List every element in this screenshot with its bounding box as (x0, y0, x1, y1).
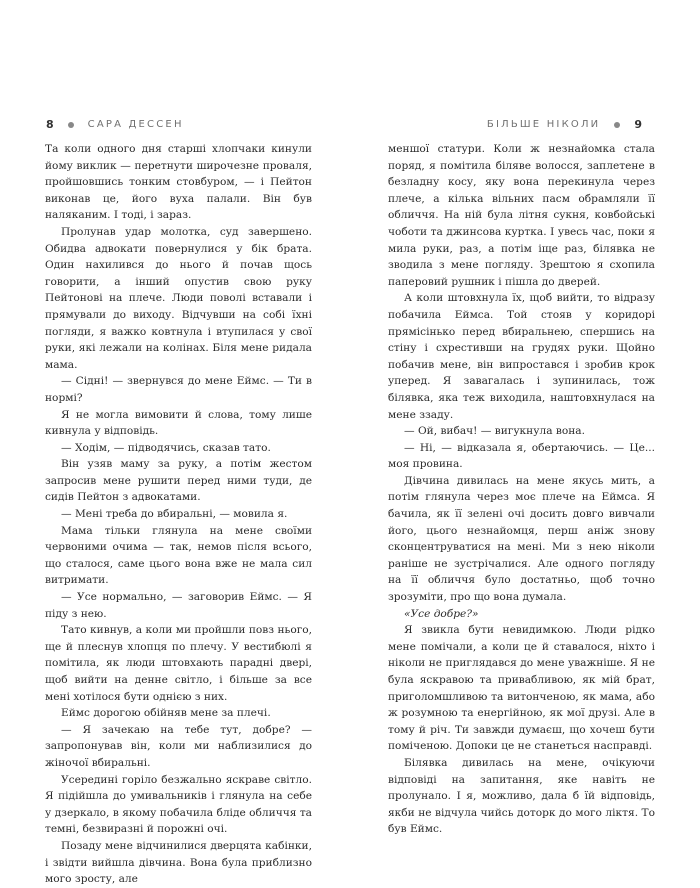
paragraph: Позаду мене відчинилися дверцята кабінки, і звідти вийшла дівчина. Вона була приблизно мого зросту, але (45, 839, 312, 886)
paragraph: Він узяв маму за руку, а потім жестом запросив мене рушити перед ними туди, де сидів Пейтон з адвокатами. (45, 458, 312, 504)
paragraph: — Ой, вибач! — вигукнула вона. (404, 425, 585, 438)
running-head-right (487, 118, 642, 131)
paragraph: Я звикла бути невидимкою. Люди рідко мене помічали, а коли це й ставалося, ніхто і ніколи не приглядався до мене уважніше. Я не була яскравою та привабливою, як мій брат, приголомшливою та витонченою, як мама, або ж розумною та енергійною, як мої друзі. Але в тому й річ. Ти завжди думаєш, що хочеш бути поміченою. Допоки це не станеться насправді. (388, 624, 655, 753)
paragraph: меншої статури. Коли ж незнайомка стала поряд, я помітила біляве волосся, заплетене в безладну косу, яку вона перекинула через плече, а кілька вільних пасм обрамляли її обличчя. На ній була літня сукня, ковбойські чоботи та джинсова куртка. І увесь час, поки я мила руки, раз, а потім іще раз, білявка не зводила з мене погляду. Зрештою я схопила паперовий рушник і пішла до дверей. (388, 143, 655, 288)
paragraph: — Усе нормально, — заговорив Еймс. — Я піду з нею. (45, 591, 312, 620)
left-page (0, 0, 350, 886)
paragraph: Я не могла вимовити й слова, тому лише кивнула у відповідь. (45, 408, 312, 438)
body-text-left (45, 141, 312, 888)
paragraph: — Мені треба до вбиральні, — мовила я. (61, 508, 288, 521)
book-title: БІЛЬШЕ НІКОЛИ (486, 119, 601, 130)
page-number: 9 (634, 118, 642, 131)
paragraph: — Сідні! — звернувся до мене Еймс. — Ти в нормі? (45, 375, 312, 404)
bullet-dot-icon (614, 122, 620, 128)
page-number: 8 (46, 118, 54, 131)
italic-thought: «Усе добре?» (404, 607, 479, 620)
paragraph: Дівчина дивилась на мене якусь мить, а потім глянула через моє плече на Еймса. Я бачила, як її зелені очі досить довго вивчали його, цього незнайомця, перш аніж знову сконцентруватися на мені. Ми з нею ніколи раніше не зустрічалися. Але одного погляду на її обличчя було достатньо, щоб точно зрозуміти, про що вона думала. (388, 474, 655, 604)
body-text-right (388, 141, 655, 838)
bullet-dot-icon (68, 122, 74, 128)
paragraph: Усередині горіло безжально яскраве світло. Я підійшла до умивальників і глянула на себе у дзеркало, в якому побачила бліде обличчя та темні, безвиразні й порожні очі. (45, 773, 312, 836)
running-head-left (46, 118, 184, 131)
paragraph: А коли штовхнула їх, щоб вийти, то відразу побачила Еймса. Той стояв у коридорі прямісінько перед вбиральнею, спершись на стіну і схрестивши на грудях руки. Щойно побачив мене, він випростався і зробив крок уперед. Я завагалась і зупинилась, тож білявка, яка теж виходила, наштовхнулася на мене ззаду. (388, 292, 655, 421)
author-name: САРА ДЕССЕН (87, 119, 184, 130)
paragraph: Білявка дивилась на мене, очікуючи відповіді на запитання, яке навіть не пролунало. І я, можливо, дала б їй відповідь, якби не відчула чийсь доторк до мого ліктя. То був Еймс. (388, 756, 655, 836)
right-page (350, 0, 700, 836)
paragraph: Пролунав удар молотка, суд завершено. Обидва адвокати повернулися у бік брата. Один нахилився до нього й почав щось говорити, а інший опустив свою руку Пейтонові на плече. Люди поволі вставали і прямували до виходу. Відчувши на собі їхні погляди, я важко ковтнула і втупилася у свої руки, які лежали на колінах. Біля мене ридала мама. (45, 225, 312, 371)
paragraph: Тато кивнув, а коли ми пройшли повз нього, ще й плеснув хлопця по плечу. У вестибюлі я помітила, як люди штовхають парадні двері, щоб вийти на денне світло, і більше за все мені хотілося бути однією з них. (45, 624, 312, 703)
paragraph: — Ходім, — підводячись, сказав тато. (61, 441, 271, 454)
paragraph: Мама тільки глянула на мене своїми червоними очима — так, немов після всього, що сталося, саме цього вона вже не мала сил витримати. (45, 524, 312, 587)
paragraph: — Я зачекаю на тебе тут, добре? — запропонував він, коли ми наблизилися до жіночої вбиральні. (45, 723, 312, 769)
paragraph: — Ні, — відказала я, обертаючись. — Це... моя провина. (388, 441, 655, 471)
paragraph: Еймс дорогою обійняв мене за плечі. (61, 707, 271, 720)
paragraph: Та коли одного дня старші хлопчаки кинули йому виклик — перетнути широчезне проваля, пройшовшись тонким стовбуром, — і Пейтон виконав це, його вуха палали. Він був наляканим. І тоді, і зараз. (45, 143, 312, 222)
